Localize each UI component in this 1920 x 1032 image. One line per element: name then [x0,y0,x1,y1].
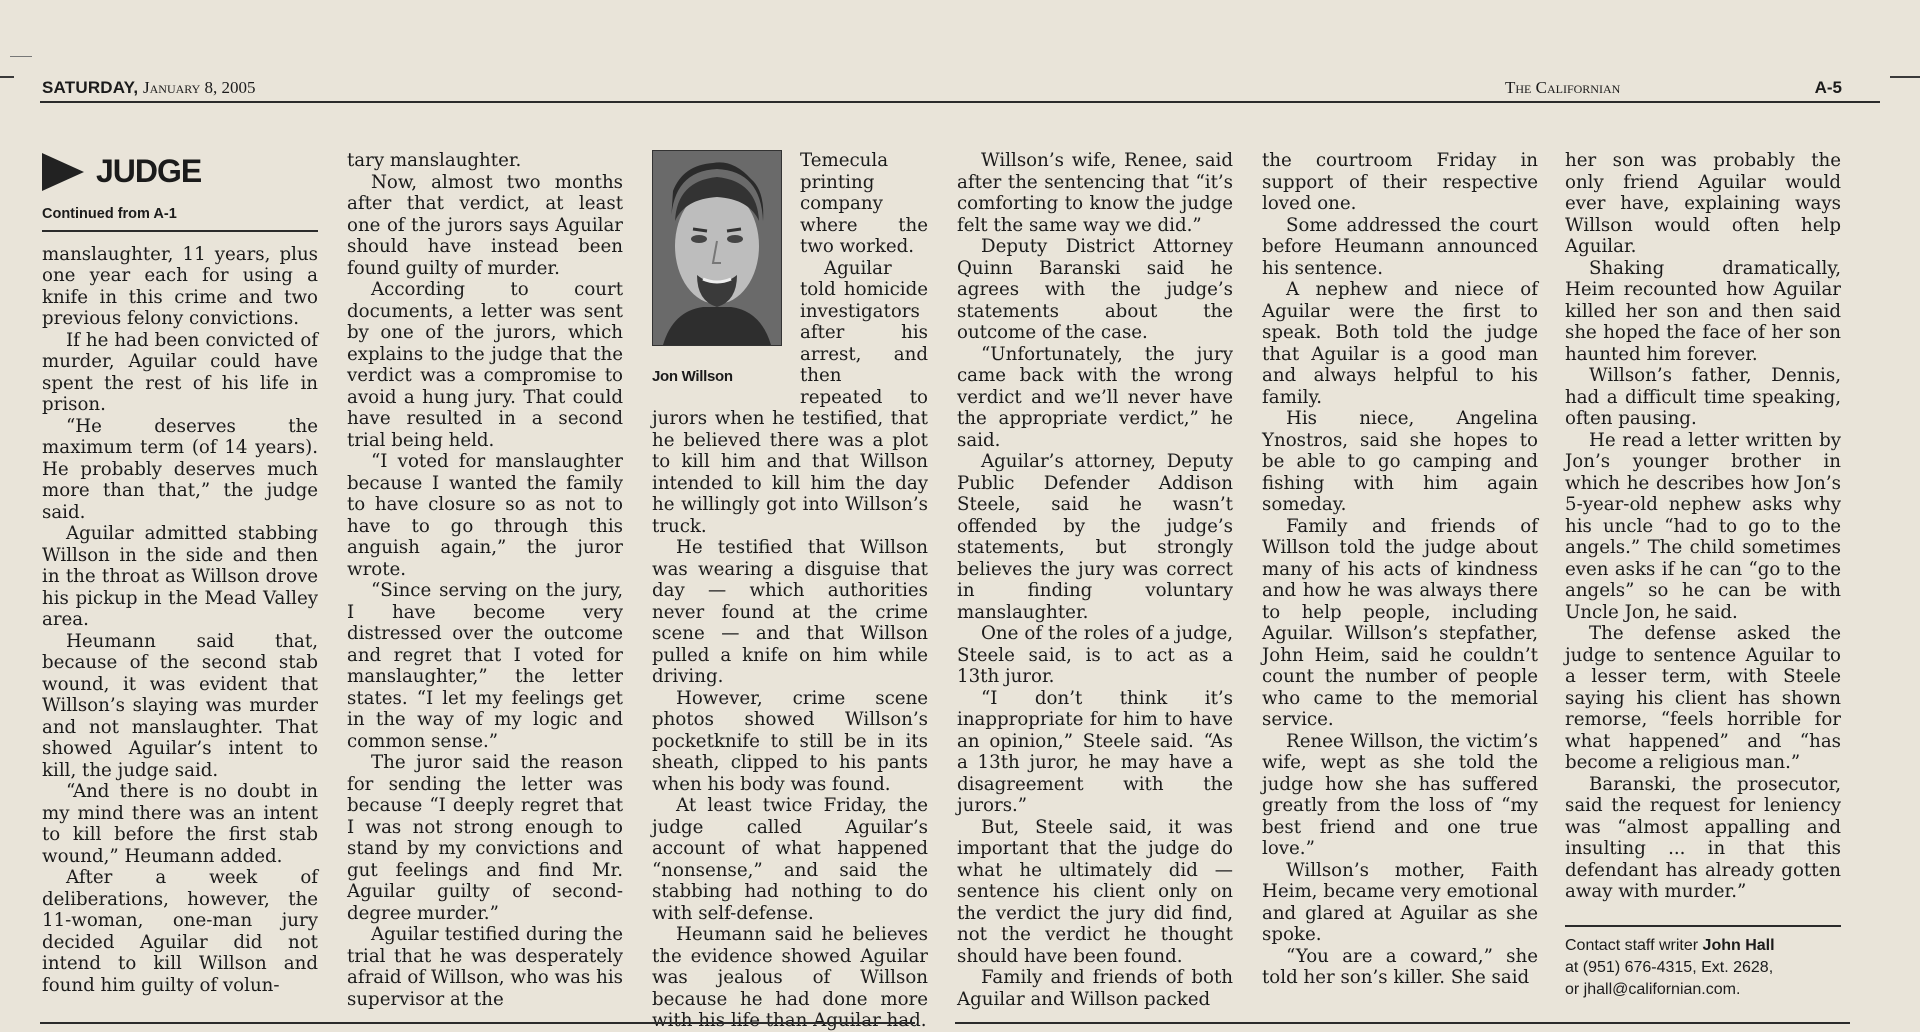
tagline-prefix: Contact staff writer [1565,936,1699,954]
header-rule [40,101,1880,103]
crop-mark-right [1890,76,1920,78]
paragraph: Family and friends of both Aguilar and Willson packed [957,967,1233,1010]
paragraph: Aguilar’s attorney, Deputy Public Defender Addison Steele, said he wasn’t offended by the judge’s statements, but strongly believes the jury was correct in finding voluntary manslaughter. [957,451,1233,623]
reporter-phone: at (951) 676-4315, Ext. 2628, [1565,958,1774,976]
paragraph: His niece, Angelina Ynostros, said she hopes to be able to go camping and fishing with him again someday. [1262,408,1538,515]
jump-kicker [42,150,318,194]
paragraph: After a week of deliberations, however, the 11-woman, one-man jury decided Aguilar did not intend to kill Willson and found him guilty of volun- [42,867,318,996]
column-1 [42,150,318,996]
page-number: A-5 [1814,78,1842,97]
reporter-name: John Hall [1702,936,1775,954]
publication-name: The Californian [1505,78,1621,97]
arrow-right-icon [42,153,84,191]
paragraph: Willson’s wife, Renee, said after the sentencing that “it’s comforting to know the judge felt the same way we did.” [957,150,1233,236]
paragraph: If he had been convicted of murder, Aguilar could have spent the rest of his life in prison. [42,329,318,415]
paragraph: Renee Willson, the victim’s wife, wept as she told the judge how she has suffered greatly from the loss of “my best friend and one true love.” [1262,730,1538,859]
paragraph: tary manslaughter. [347,150,522,171]
column-4 [957,150,1233,1010]
column-2 [347,150,623,1010]
paragraph: “Since serving on the jury, I have become very distressed over the outcome and regret that I voted for manslaughter,” the letter states. “I let my feelings get in the way of my logic and common sense.” [347,580,623,752]
paragraph: A nephew and niece of Aguilar were the first to speak. Both told the judge that Aguilar is a good man and always helpful to his family. [1262,279,1538,408]
paragraph: Deputy District Attorney Quinn Baranski said he agrees with the judge’s statements about the outcome of the case. [957,236,1233,343]
paragraph: However, crime scene photos showed Willson’s pocketknife to still be in its sheath, clipped to his pants when his body was found. [652,687,928,795]
paragraph: Willson’s mother, Faith Heim, became very emotional and glared at Aguilar as she spoke. [1262,859,1538,945]
paragraph: At least twice Friday, the judge called Aguilar’s account of what happened “nonsense,” and said the stabbing had nothing to do with self-defense. [652,795,928,924]
article-body [42,150,1842,1031]
crop-mark-left [0,76,14,78]
header-date: January 8, 2005 [143,78,256,97]
mugshot-figure [652,150,782,388]
portrait-photo [652,150,782,346]
continued-line: Continued from A-1 [42,196,318,232]
paragraph: Aguilar admitted stabbing Willson in the side and then in the throat as Willson drove his pickup in the Mead Valley area. [42,523,318,630]
paragraph: The juror said the reason for sending the letter was because “I deeply regret that I was not strong enough to stand by my convictions and gut feelings and find Mr. Aguilar guilty of second-degree murder.” [347,752,623,924]
paragraph: Now, almost two months after that verdict, at least one of the jurors says Aguilar should have instead been found guilty of murder. [347,171,623,279]
kicker-word: JUDGE [96,153,202,190]
paragraph: The defense asked the judge to sentence Aguilar to a lesser term, with Steele saying his client has shown remorse, “feels horrible for what happened” and “has become a religious man.” [1565,623,1841,773]
header-day: SATURDAY, [42,78,139,97]
paragraph: According to court documents, a letter was sent by one of the jurors, which explains to the judge that the verdict was a compromise to avoid a hung jury. That could have resulted in a second trial being held. [347,279,623,451]
paragraph: her son was probably the only friend Aguilar would ever have, explaining ways Willson would often help Aguilar. [1565,150,1841,257]
paragraph: “You are a coward,” she told her son’s killer. She said [1262,945,1538,988]
paragraph: One of the roles of a judge, Steele said, is to act as a 13th juror. [957,623,1233,687]
paragraph: Aguilar told homicide investigators after his arrest, and then repeated to jurors when he testified, that he believed there was a plot to kill him and that Willson intended to kill him the day he willingly got into Willson’s truck. [652,257,928,537]
footer-rule-left [40,1022,915,1024]
paragraph: Family and friends of Willson told the judge about many of his acts of kindness and how he was always there to help people, including Aguilar. Willson’s stepfather, John Heim, said he couldn’t count the number of people who came to the memorial service. [1262,515,1538,730]
paragraph: Baranski, the prosecutor, said the request for leniency was “almost appalling and insulting ... in that this defendant has already gotten away with murder.” [1565,773,1841,902]
crop-mark-top-left [10,56,32,57]
paragraph: Willson’s father, Dennis, had a difficult time speaking, often pausing. [1565,365,1841,429]
photo-caption: Jon Willson [652,368,733,385]
reporter-email: or jhall@californian.com. [1565,980,1741,998]
paragraph: Shaking dramatically, Heim recounted how Aguilar killed her son and then said she hoped the face of her son haunted him forever. [1565,257,1841,365]
paragraph: Heumann said that, because of the second stab wound, it was evident that Willson’s slaying was murder and not manslaughter. That showed Aguilar’s intent to kill, the judge said. [42,630,318,781]
column-5 [1262,150,1538,989]
paragraph: “He deserves the maximum term (of 14 years). He probably deserves much more than that,” the judge said. [42,415,318,523]
paragraph: He read a letter written by Jon’s younger brother in which he describes how Jon’s 5-year-old nephew asks why his uncle “had to go to the angels.” The child sometimes even asks if he can “go to the angels” so he can be with Uncle Jon, he said. [1565,429,1841,623]
paragraph: manslaughter, 11 years, plus one year each for using a knife in this crime and two previous felony convictions. [42,243,318,329]
paragraph: “And there is no doubt in my mind there was an intent to kill before the first stab wound,” Heumann added. [42,781,318,867]
paragraph: Heumann said he believes the evidence showed Aguilar was jealous of Willson because he had done more with his life than Aguilar had. [652,924,928,1031]
column-6 [1565,150,1841,1001]
footer-rule-right [955,1022,1850,1024]
paragraph: the courtroom Friday in support of their respective loved one. [1262,150,1538,214]
paragraph: He testified that Willson was wearing a disguise that day — which authorities never found at the crime scene — and that Willson pulled a knife on him while driving. [652,537,928,687]
contact-tagline [1565,925,1841,1001]
paragraph: Temecula printing company where the two worked. [800,150,928,257]
paragraph: “I don’t think it’s inappropriate for him to have an opinion,” Steele said. “As a 13th juror, he may have a disagreement with the jurors.” [957,687,1233,816]
column-3 [652,150,928,1032]
page-date [42,78,256,98]
paragraph: “I voted for manslaughter because I wanted the family to have closure so as not to have to go through this anguish again,” the juror wrote. [347,451,623,580]
paragraph: Some addressed the court before Heumann announced his sentence. [1262,214,1538,279]
paragraph: But, Steele said, it was important that the judge do what he ultimately did — sentence his client only on the verdict the jury did find, not the verdict he thought should have been found. [957,816,1233,967]
paragraph: Aguilar testified during the trial that he was desperately afraid of Willson, who was his supervisor at the [347,924,623,1010]
paragraph: “Unfortunately, the jury came back with the wrong verdict and we’ll never have the appropriate verdict,” he said. [957,343,1233,451]
